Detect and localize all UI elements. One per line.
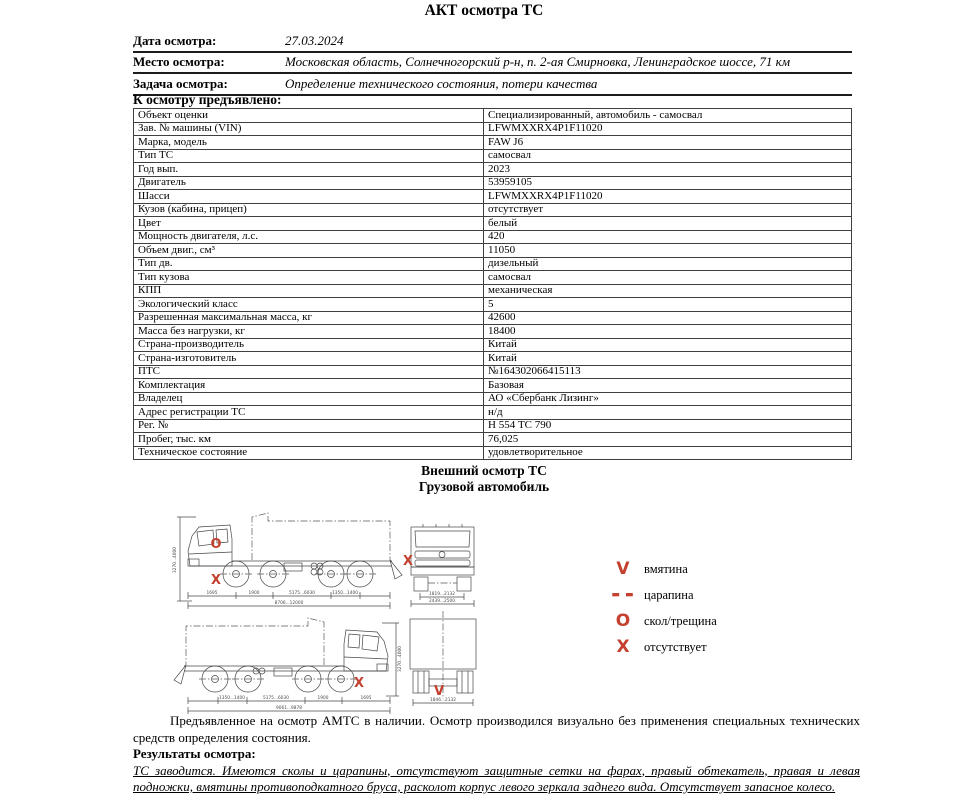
defect-mark-side2-missing: X xyxy=(353,676,365,691)
legend-item xyxy=(602,634,717,660)
spec-label: Владелец xyxy=(134,392,484,406)
spec-value: Китай xyxy=(484,338,852,352)
spec-row xyxy=(134,163,852,177)
spec-label: Разрешенная максимальная масса, кг xyxy=(134,311,484,325)
info-value: Московская область, Солнечногорский р-н, п. 2-ая Смирновка, Ленинградское шоссе, 71 км xyxy=(285,54,791,70)
defect-legend xyxy=(602,556,717,660)
spec-value: 42600 xyxy=(484,311,852,325)
spec-value: 2023 xyxy=(484,163,852,177)
spec-value: LFWMXXRX4P1F11020 xyxy=(484,190,852,204)
spec-label: Рег. № xyxy=(134,419,484,433)
spec-row xyxy=(134,365,852,379)
spec-row xyxy=(134,122,852,136)
spec-value: 18400 xyxy=(484,325,852,339)
info-value: 27.03.2024 xyxy=(285,32,344,48)
inspection-note: Предъявленное на осмотр АМТС в наличии. Осмотр производился визуально без применения специальных технических средств определения состояния. xyxy=(133,713,860,745)
spec-value: дизельный xyxy=(484,257,852,271)
spec-row xyxy=(134,446,852,460)
dim-side2-1: 1350...1400 xyxy=(219,696,245,701)
legend-item xyxy=(602,608,717,634)
legend-item xyxy=(602,556,717,582)
spec-value: белый xyxy=(484,217,852,231)
spec-value: 420 xyxy=(484,230,852,244)
dim-side2-3: 1900 xyxy=(317,696,329,701)
spec-label: Техническое состояние xyxy=(134,446,484,460)
legend-symbol: X xyxy=(616,636,630,657)
spec-label: Экологический класс xyxy=(134,298,484,312)
info-row xyxy=(133,31,852,53)
info-label: Место осмотра: xyxy=(133,54,225,70)
spec-label: Страна-изготовитель xyxy=(134,352,484,366)
spec-value: самосвал xyxy=(484,271,852,285)
spec-value: 11050 xyxy=(484,244,852,258)
spec-value: LFWMXXRX4P1F11020 xyxy=(484,122,852,136)
dim-side1-2: 1900 xyxy=(248,591,260,596)
legend-label: царапина xyxy=(644,587,694,602)
spec-value: н/д xyxy=(484,406,852,420)
spec-row xyxy=(134,217,852,231)
spec-row xyxy=(134,244,852,258)
spec-label: Объект оценки xyxy=(134,109,484,123)
legend-symbol: V xyxy=(616,558,630,579)
truck-diagram xyxy=(168,503,508,715)
spec-row xyxy=(134,338,852,352)
dim-height-left: 3270...4000 xyxy=(173,547,178,573)
rear-view xyxy=(410,611,476,706)
spec-label: Год вып. xyxy=(134,163,484,177)
spec-row xyxy=(134,352,852,366)
dim-rear: 1846...2132 xyxy=(430,698,456,703)
spec-label: Тип ТС xyxy=(134,149,484,163)
dim-front-2: 2439...2500 xyxy=(429,599,455,604)
spec-label: Комплектация xyxy=(134,379,484,393)
spec-row xyxy=(134,136,852,150)
spec-value: самосвал xyxy=(484,149,852,163)
info-value: Определение технического состояния, потери качества xyxy=(285,75,598,91)
info-label: Задача осмотра: xyxy=(133,75,228,91)
spec-row xyxy=(134,311,852,325)
inspection-info-table xyxy=(133,31,852,96)
spec-row xyxy=(134,203,852,217)
spec-value: FAW J6 xyxy=(484,136,852,150)
spec-label: КПП xyxy=(134,284,484,298)
spec-row xyxy=(134,406,852,420)
spec-row xyxy=(134,419,852,433)
defect-mark-grille-missing: X xyxy=(402,554,414,569)
legend-label: скол/трещина xyxy=(644,613,717,628)
dim-side1-4: 1350...1400 xyxy=(332,591,358,596)
spec-label: Зав. № машины (VIN) xyxy=(134,122,484,136)
heading-external-inspection: Внешний осмотр ТС xyxy=(421,463,547,478)
spec-value: Специализированный, автомобиль - самосвал xyxy=(484,109,852,123)
dim-side1-1: 1695 xyxy=(206,591,218,596)
dim-side2-4: 1695 xyxy=(360,696,372,701)
spec-label: Страна-производитель xyxy=(134,338,484,352)
spec-label: Пробег, тыс. км xyxy=(134,433,484,447)
defect-mark-front-missing: X xyxy=(210,573,222,588)
spec-row xyxy=(134,190,852,204)
presented-heading: К осмотру предъявлено: xyxy=(133,92,282,107)
info-row xyxy=(133,53,852,75)
spec-label: Шасси xyxy=(134,190,484,204)
spec-label: Кузов (кабина, прицеп) xyxy=(134,203,484,217)
spec-row xyxy=(134,257,852,271)
spec-label: Мощность двигателя, л.с. xyxy=(134,230,484,244)
side-view-right xyxy=(174,618,403,714)
dim-height-right: 3270...4000 xyxy=(398,646,403,672)
legend-label: отсутствует xyxy=(644,639,707,654)
spec-value: Китай xyxy=(484,352,852,366)
legend-symbol: ▬ ▬ xyxy=(611,589,635,600)
spec-value: АО «Сбербанк Лизинг» xyxy=(484,392,852,406)
spec-value: Базовая xyxy=(484,379,852,393)
spec-value: 76,025 xyxy=(484,433,852,447)
legend-symbol: O xyxy=(615,610,631,631)
info-label: Дата осмотра: xyxy=(133,32,217,48)
dim-front-1: 1819...2132 xyxy=(429,592,455,597)
spec-label: Масса без нагрузки, кг xyxy=(134,325,484,339)
document-title: АКТ осмотра ТС xyxy=(424,2,544,19)
spec-row xyxy=(134,392,852,406)
defect-mark-cab-chip: O xyxy=(210,537,222,552)
spec-label: Двигатель xyxy=(134,176,484,190)
spec-value: удовлетворительное xyxy=(484,446,852,460)
legend-item xyxy=(602,582,717,608)
side-view-left xyxy=(172,513,402,609)
spec-row xyxy=(134,379,852,393)
spec-row xyxy=(134,271,852,285)
defect-mark-rear-dent: V xyxy=(433,684,445,699)
notes-section xyxy=(133,713,860,796)
spec-row xyxy=(134,230,852,244)
spec-label: Цвет xyxy=(134,217,484,231)
spec-row xyxy=(134,298,852,312)
spec-value: 53959105 xyxy=(484,176,852,190)
dim-side2-total: 9061...9878 xyxy=(276,706,302,711)
results-heading: Результаты осмотра: xyxy=(133,746,256,761)
spec-table xyxy=(133,108,852,460)
spec-value: Н 554 ТС 790 xyxy=(484,419,852,433)
heading-vehicle-type: Грузовой автомобиль xyxy=(418,479,550,494)
spec-row xyxy=(134,109,852,123)
spec-row xyxy=(134,325,852,339)
legend-label: вмятина xyxy=(644,561,688,576)
dim-side1-3: 5175...6030 xyxy=(289,591,315,596)
dim-side2-2: 5175...6030 xyxy=(263,696,289,701)
spec-row xyxy=(134,176,852,190)
spec-row xyxy=(134,433,852,447)
dim-side1-total: 8706...12000 xyxy=(274,601,304,606)
front-view xyxy=(403,524,474,607)
results-text: ТС заводится. Имеются сколы и царапины, отсутствуют защитные сетки на фарах, правый обтекатель, правая и левая подножки, вмятины противоподкатного бруса, расколот корпус левого зеркала заднего вида. Отсутствует запасное колесо. xyxy=(133,762,860,794)
spec-value: механическая xyxy=(484,284,852,298)
spec-value: №164302066415113 xyxy=(484,365,852,379)
spec-label: Адрес регистрации ТС xyxy=(134,406,484,420)
spec-label: ПТС xyxy=(134,365,484,379)
spec-label: Марка, модель xyxy=(134,136,484,150)
spec-row xyxy=(134,149,852,163)
spec-value: 5 xyxy=(484,298,852,312)
spec-row xyxy=(134,284,852,298)
spec-label: Тип дв. xyxy=(134,257,484,271)
spec-label: Объем двиг., см³ xyxy=(134,244,484,258)
spec-label: Тип кузова xyxy=(134,271,484,285)
spec-value: отсутствует xyxy=(484,203,852,217)
